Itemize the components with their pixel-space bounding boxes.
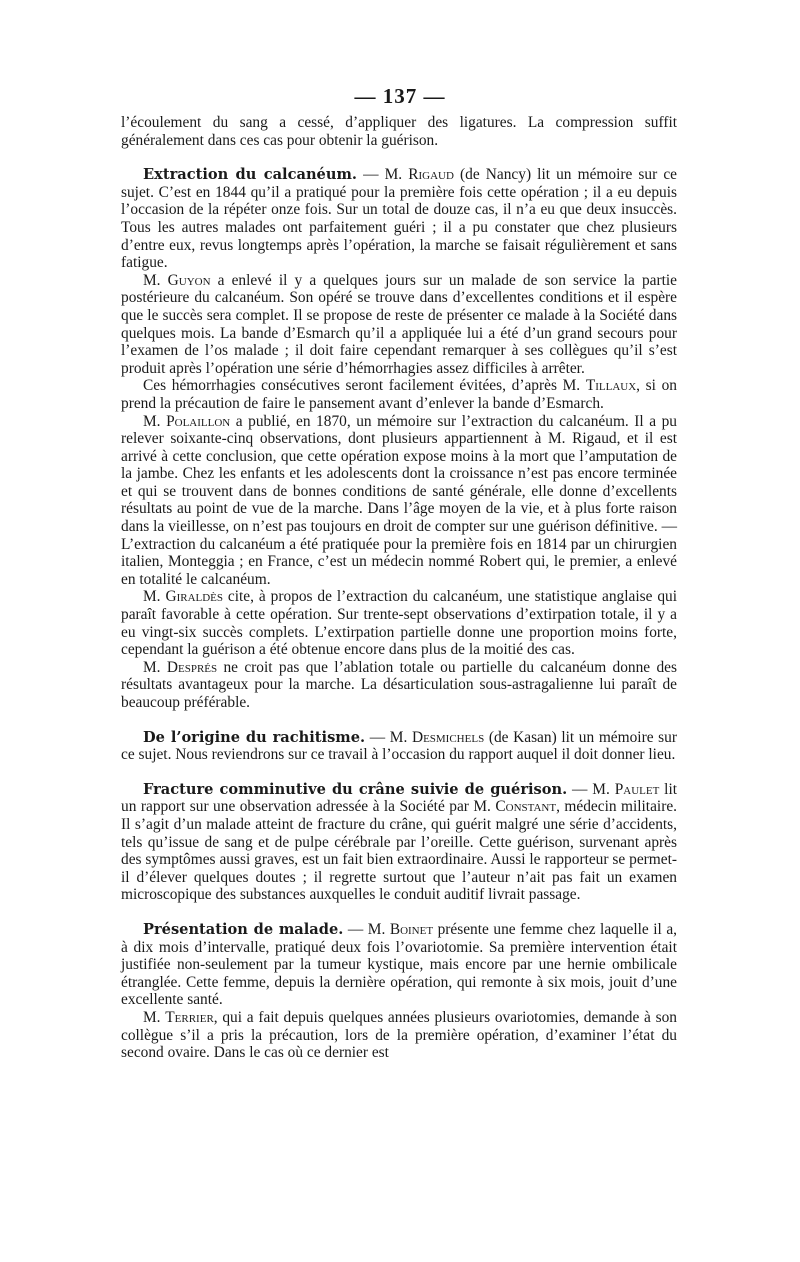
paragraph-text: présente une femme chez laquelle il a, à dix mois d’intervalle, pratiqué deux fois l’ovariotomie. Sa première intervention était justifiée non-seulement par la tumeur kystique, mais encore par une hernie ombilicale étranglée. Cette femme, depuis la dernière opération, qui remonte à six mois, jouit d’une excellente santé. bbox=[121, 920, 678, 1009]
section-rachitisme bbox=[121, 729, 677, 764]
author-name: Paulet bbox=[614, 780, 660, 798]
prefix: Ces hémorrhagies consécutives seront facilement évitées, d’après M. bbox=[143, 377, 586, 395]
section-title: Fracture comminutive du crâne suivie de guérison. bbox=[143, 780, 568, 798]
dash: — M. bbox=[567, 780, 615, 798]
paragraph-text: (de Kasan) lit un mémoire sur ce sujet. Nous reviendrons sur ce travail à l’occasion du rapport auquel il doit donner lieu. bbox=[121, 728, 677, 764]
paragraph bbox=[121, 1009, 677, 1062]
prefix: M. bbox=[143, 658, 167, 676]
author-name: Després bbox=[166, 658, 218, 676]
paragraph-text: cite, à propos de l’extraction du calcanéum, une statistique anglaise qui paraît favorable à cette opération. Sur trente-sept observations d’extirpation totale, il y a eu vingt-six succès complets. L’extirpation partielle donne une proportion moins forte, cependant la guérison a été obtenue encore dans plus de la moitié des cas. bbox=[121, 588, 677, 659]
prefix: M. bbox=[143, 588, 166, 606]
section-title: Présentation de malade. bbox=[143, 920, 344, 938]
author-name: Desmichels bbox=[411, 728, 485, 746]
paragraph-text: lit un rapport sur une observation adressée à la Société par M. bbox=[121, 780, 677, 816]
paragraph-text: , qui a fait depuis quelques années plusieurs ovariotomies, demande à son collègue s’il a pris la précaution, lors de la première opération, d’examiner l’état du second ovaire. Dans le cas où ce dernier est bbox=[121, 1008, 677, 1062]
dash: — M. bbox=[365, 728, 412, 746]
section-presentation-malade bbox=[121, 921, 677, 1009]
paragraph bbox=[121, 272, 677, 378]
prefix: M. bbox=[143, 1008, 166, 1026]
paragraph bbox=[121, 588, 677, 658]
author-name: Rigaud bbox=[408, 166, 454, 184]
author-name: Terrier bbox=[165, 1008, 214, 1026]
author-name: Boinet bbox=[389, 920, 434, 938]
paragraph bbox=[121, 413, 677, 589]
author-name: Giraldès bbox=[165, 588, 224, 606]
prefix: M. bbox=[143, 412, 167, 430]
dash: — M. bbox=[343, 920, 390, 938]
prefix: M. bbox=[143, 271, 168, 289]
paragraph-text: , si on prend la précaution de faire le pansement avant d’enlever la bande d’Esmarch. bbox=[121, 377, 677, 412]
paragraph bbox=[121, 377, 677, 412]
author-name: Polaillon bbox=[166, 412, 231, 430]
section-title: De l’origine du rachitisme. bbox=[143, 728, 366, 746]
paragraph-text: a publié, en 1870, un mémoire sur l’extraction du calcanéum. Il a pu relever soixante-cinq observations, dont plusieurs appartiennent à M. Rigaud, et il est arrivé à cette conclusion, que cette opération expose moins à la mort que l’amputation de la jambe. Chez les enfants et les adolescents dont la croissance n’est pas encore terminée et qui se trouvent dans de bonnes conditions de santé générale, elle donne d’excellents résultats au point de vue de la marche. Dans l’âge moyen de la vie, et à plus forte raison dans la vieillesse, on n’est pas toujours en droit de compter sur une guérison définitive. — L’extraction du calcanéum a été pratiquée pour la première fois en 1814 par un chirurgien italien, Monteggia ; en France, c’est un médecin nommé Robert qui, le premier, a enlevé en totalité le calcanéum. bbox=[121, 412, 677, 588]
author-name: Guyon bbox=[167, 271, 211, 289]
text-column bbox=[121, 114, 677, 1062]
page-number: — 137 — bbox=[354, 84, 446, 108]
paragraph-text: ne croit pas que l’ablation totale ou partielle du calcanéum donne des résultats avantageux pour la marche. La désarticulation sous-astragalienne lui paraît de beaucoup préférable. bbox=[121, 658, 677, 711]
paragraph-text: , médecin militaire. Il s’agit d’un malade atteint de fracture du crâne, qui guérit malgré une série d’accidents, tels qu’issue de sang et de pulpe cérébrale par l’oreille. Cette guérison, survenant après des symptômes aussi graves, est un fait bien extraordinaire. Aussi le rapporteur se permet-il d’élever quelques doutes ; il regrette surtout que l’auteur n’ait pas fait un examen microscopique des substances auxquelles le conduit auditif livrait passage. bbox=[121, 798, 677, 904]
author-name: Constant bbox=[495, 798, 557, 816]
paragraph-text: (de Nancy) lit un mémoire sur ce sujet. C’est en 1844 qu’il a pratiqué pour la première fois cette opération ; il a eu depuis l’occasion de la répéter onze fois. Sur un total de douze cas, il n’a eu que deux insuccès. Tous les autres malades ont parfaitement guéri ; il a pu constater que chez plusieurs d’entre eux, revus longtemps après l’opération, la marche se faisait régulièrement et sans fatigue. bbox=[121, 166, 677, 272]
section-fracture-crane bbox=[121, 781, 677, 904]
paragraph-text: a enlevé il y a quelques jours sur un malade de son service la partie postérieure du calcanéum. Son opéré se trouve dans d’excellentes conditions et il espère que le succès sera complet. Il se propose de reste de présenter ce malade à la Société dans quelques mois. La bande d’Esmarch qu’il a appliquée lui a été d’un grand secours pour l’examen de l’os malade ; il doit faire cependant remarquer à ses collègues qu’il s’est produit après l’opération une série d’hémorrhagies assez difficiles à arrêter. bbox=[121, 271, 677, 377]
paragraph bbox=[121, 659, 677, 712]
section-title: Extraction du calcanéum. bbox=[143, 166, 357, 184]
dash: — M. bbox=[356, 166, 409, 184]
author-name: Tillaux bbox=[585, 377, 637, 395]
paragraph: l’écoulement du sang a cessé, d’appliquer des ligatures. La compression suffit généralement dans ces cas pour obtenir la guérison. bbox=[121, 114, 677, 149]
section-extraction-calcaneum bbox=[121, 166, 677, 272]
